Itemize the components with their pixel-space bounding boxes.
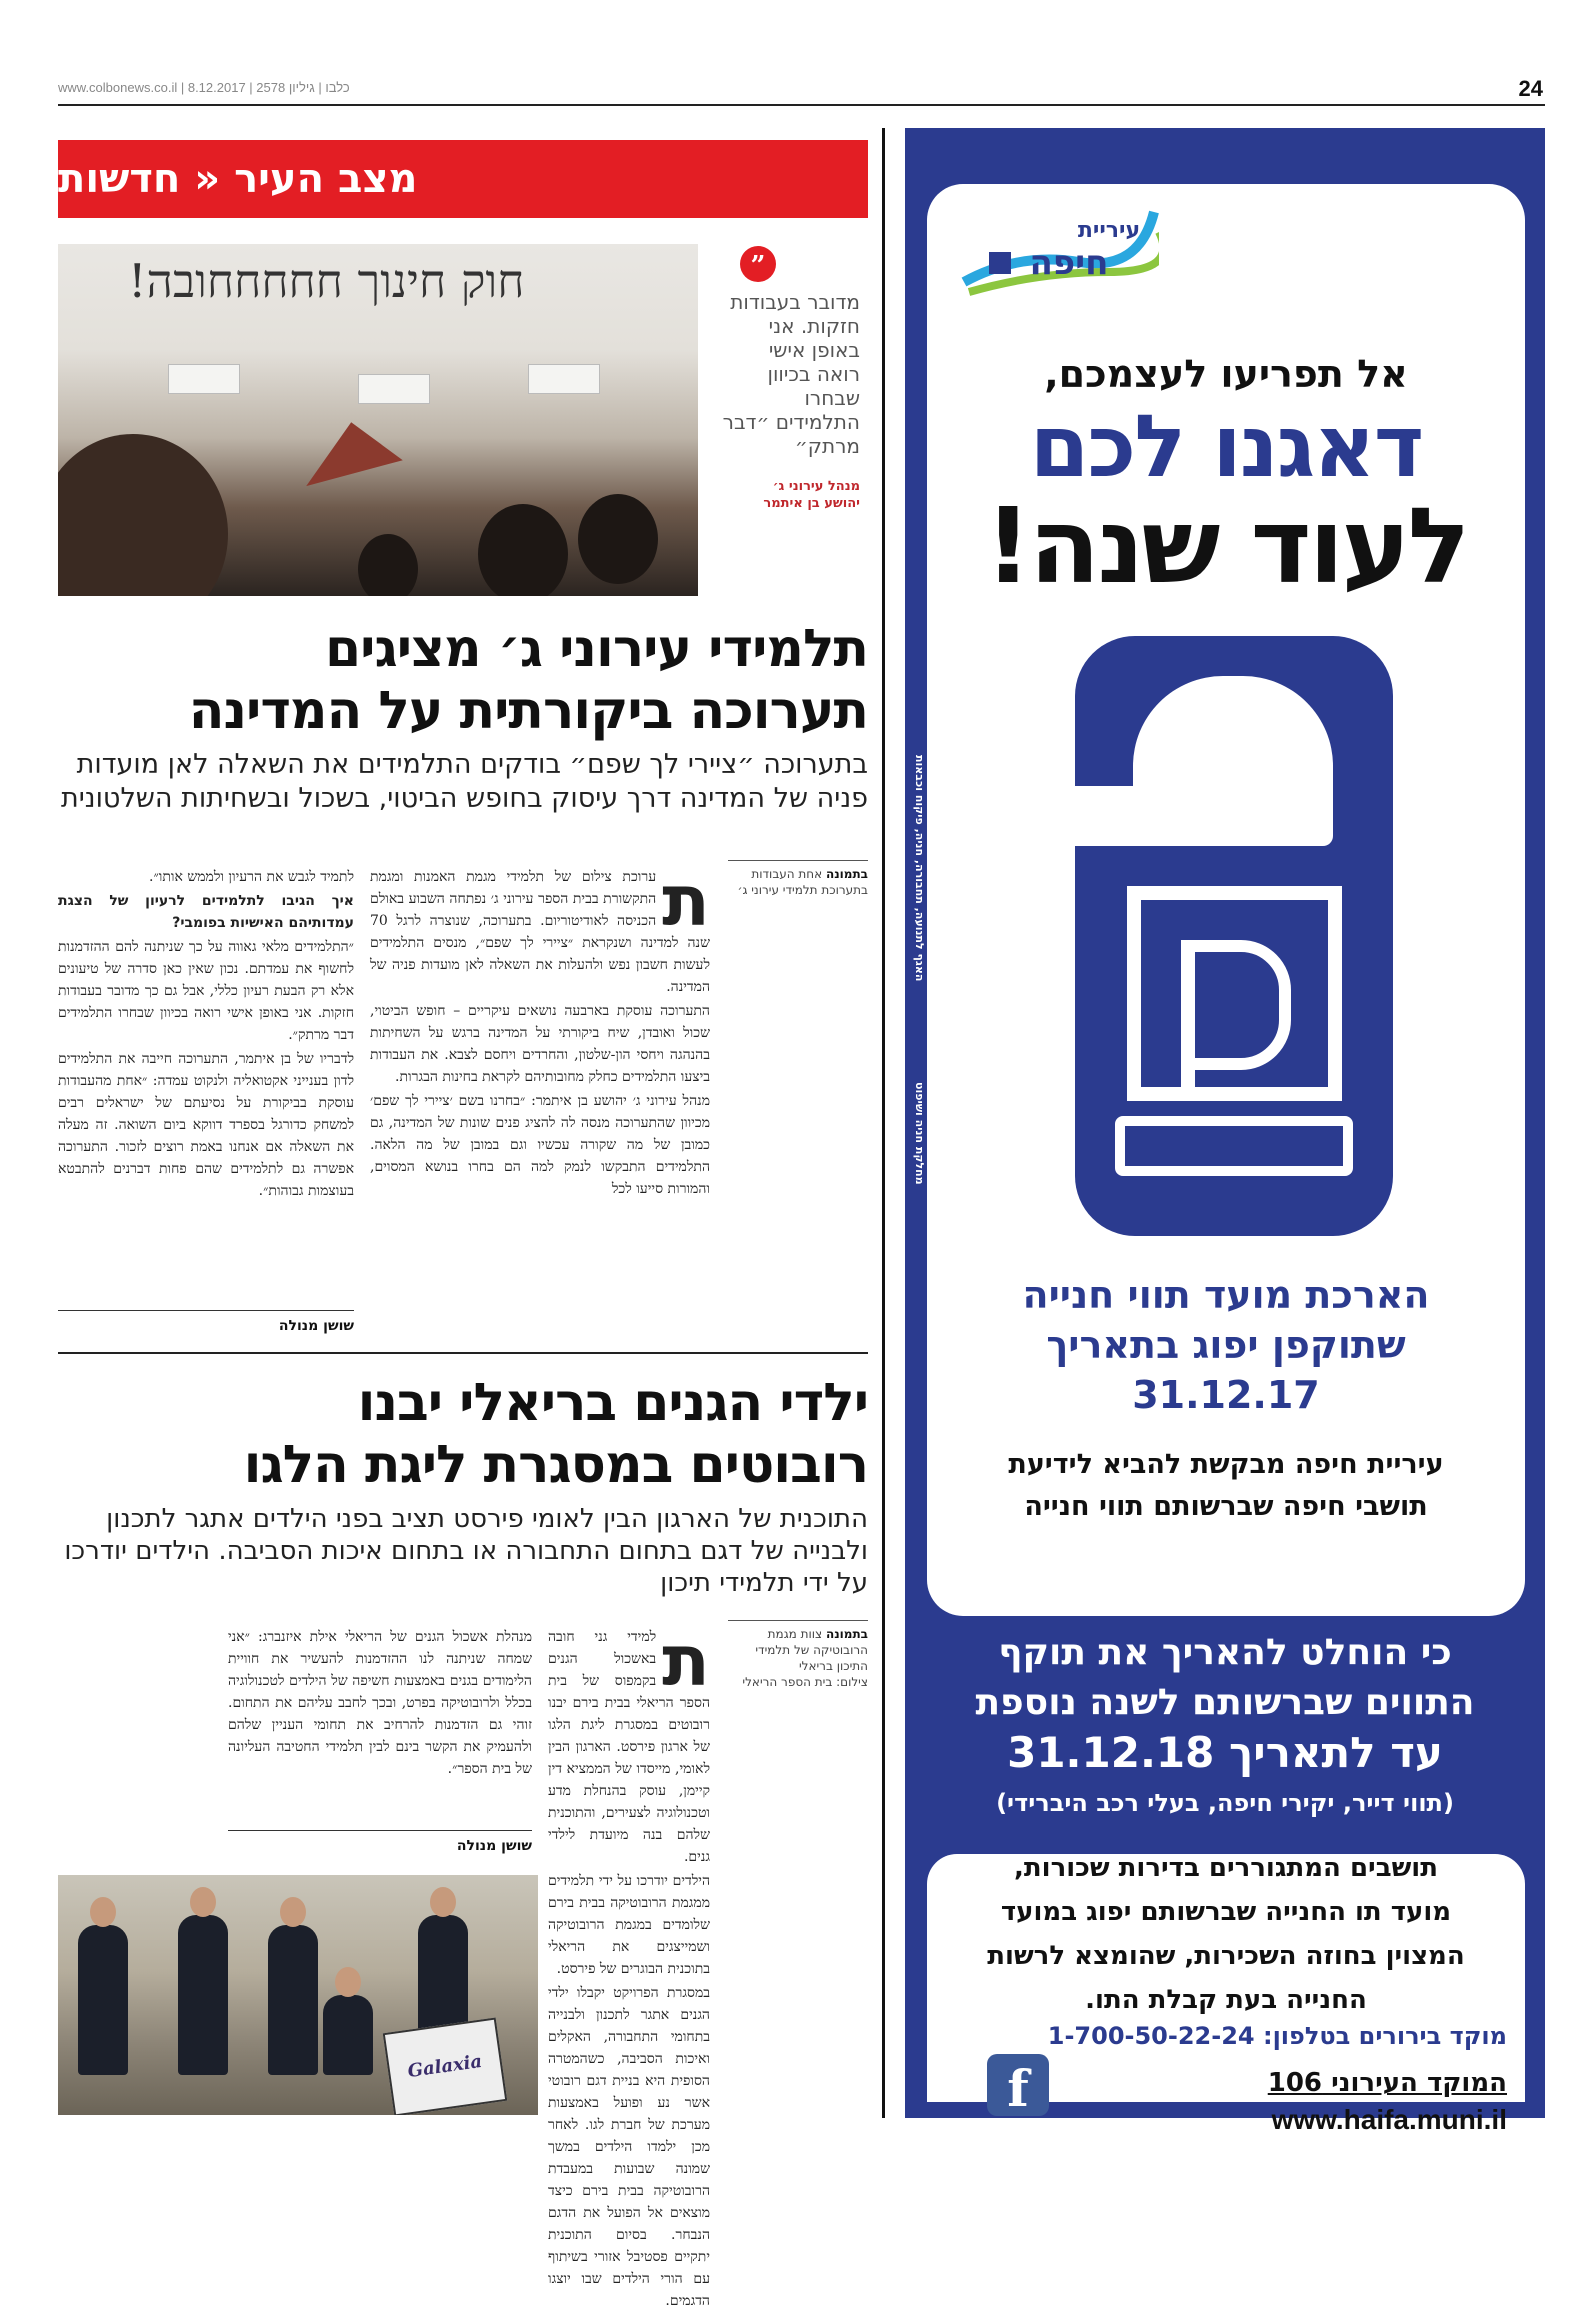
- ad-main-panel: [927, 184, 1525, 1616]
- headline-line: רובוטים במסגרת ליגת הלגו: [243, 1435, 868, 1495]
- haifa-parking-ad: [905, 128, 1545, 2135]
- site-url[interactable]: www.colbonews.co.il | כלבו | גיליון 2578 | 8.12.2017: [58, 80, 350, 95]
- p-bowl: [1181, 940, 1291, 1070]
- article1-headline: [58, 618, 868, 742]
- caption-label: בתמונה: [826, 1627, 868, 1641]
- pull-quote: מדובר בעבודות חזקות. אני באופן אישי רואה בכיוון שבחרו התלמידים ״דבר מרתק״: [722, 290, 860, 458]
- ad-side-text: האגף לתנועה, תחבורה, חניה, פיקוח וכבאות: [913, 754, 926, 982]
- student-face: [90, 1897, 116, 1927]
- paragraph: מנהלת אשכול הגנים של הריאלי אילת איזנברג: ״אני שמחה שניתנה לנו ההזדמנות להעשיר את חוויית הלימודים בגנים באמצעות חשיפה של הילדים לטכנולוגיה בכלל ולרובוטיקה בפרט, ובכך לחבב עליהם את התחום. זוהי גם הזדמנות להרחיב את תחומי העניין שלהם ולהעמיק את הקשר בינם לבין תלמידי החטיבה העליונה של בית הספר״.: [228, 1629, 532, 1777]
- byline-rule: [58, 1310, 354, 1311]
- ad-decision: [905, 1628, 1545, 1828]
- student-figure: [268, 1925, 318, 2075]
- paragraph: במסגרת הפרויקט יקבלו ילדי הגנים אתגר לתכנון ולבנייה בתחומי התחבורה, האקלים ואיכות הסביבה, כשהמטרה הסופית היא בניית דגם רובוטי אשר נע ופועל באמצעות מערכת של חברת לגו. לאחר מכן ילמדו הילדים במשך שמונה שבועות במעבדת הרובוטיקה בבית בירם כיצד מוצאים אל הפועל את הדגם הנבחר. בסיום התוכנית יתקיים פסטיבל אזורי בשיתוף עם הורי הילדים שבו יוצגו הדגמים.: [548, 1985, 710, 2309]
- facebook-icon[interactable]: f: [987, 2054, 1049, 2116]
- student-head: [578, 494, 658, 584]
- decision-line: כי הוחלט להאריך את תוקף: [998, 1632, 1452, 1673]
- tenants-line: החנייה בעת קבלת התו.: [1085, 1985, 1367, 2015]
- paragraph: הילדים יודרכו על ידי תלמידים ממגמת הרובוטיקה בבית בירם שלומדים במגמת הרובוטיקה ושמייצגים את הריאלי בתוכנית הבוגרים של פירסט.: [548, 1873, 710, 1977]
- decision-note: (תווי דייר, יקירי חיפה, בעלי רכב היברידי): [996, 1789, 1454, 1817]
- header-rule: [58, 104, 1545, 106]
- article1-photo-caption: [728, 866, 868, 898]
- paragraph: למידי גני חובה באשכול הגנים בקמפוס של בית הספר הריאלי בבית בירם יבנו רובוטים במסגרת ליגת הלגו של ארגון פירסט. הארגון הבין לאומי, מייסדו של הממציא דין קיימן, עוסק בהנחלת מדע וטכנולוגיה לצעירים, והתוכנית שלהם בנה מיועדת לילדי גנים.: [548, 1629, 710, 1865]
- caption-label: בתמונה: [826, 867, 868, 881]
- caption-rule: [728, 1620, 868, 1621]
- page-number: 24: [1518, 76, 1543, 101]
- article2-column-right: [548, 1620, 710, 2314]
- student-figure: [78, 1925, 128, 2075]
- article1-subheadline: בתערוכה ״ציירי לך שפם״ בודקים התלמידים את השאלה לאן מועדות פניה של המדינה דרך עיסוק בחופש הביטוי, בשכול ובשחיתות השלטונית: [60, 749, 868, 814]
- student-face: [335, 1967, 361, 1997]
- section-banner: מצב העיר « חדשות: [58, 140, 868, 218]
- parking-tag-icon: [1075, 636, 1393, 1236]
- student-face: [430, 1887, 456, 1917]
- student-head: [358, 534, 418, 596]
- robotics-team-photo: [58, 1875, 538, 2115]
- paper-plane: [293, 412, 403, 486]
- logo-text: חיפה: [1029, 243, 1109, 283]
- ad-notice: [927, 1444, 1525, 1528]
- student-face: [280, 1897, 306, 1927]
- photo-sign-text: חוק חינוך חחחחחובה!: [128, 254, 525, 308]
- student-face: [190, 1887, 216, 1917]
- extension-line: הארכת מועד תווי חנייה: [1022, 1273, 1430, 1317]
- tag-slit: [1075, 786, 1195, 846]
- article2-subheadline: התוכנית של הארגון הבין לאומי פירסט תציב בפני הילדים אתגר לתכנון ולבנייה של דגם בתחום התחבורה או בתחום איכות הסביבה. הילדים יודרכו על ידי תלמידי תיכון: [64, 1504, 868, 1598]
- caption-rule: [728, 860, 868, 861]
- ad-line2: דאגנו לכם: [1029, 397, 1423, 497]
- tenants-notice: [927, 1846, 1525, 2022]
- headline-line: ילדי הגנים בריאלי יבנו: [357, 1373, 868, 1433]
- dropcap: ת: [662, 860, 710, 942]
- city-hotline: המוקד העירוני 106: [1267, 2068, 1507, 2098]
- student-head: [58, 434, 228, 596]
- column-divider: [882, 128, 885, 2118]
- student-head: [478, 504, 568, 596]
- ad-side-text: מחלקת חניה ושיפוט: [913, 1081, 926, 1185]
- notice-line: עיריית חיפה מבקשת להביא לידיעת: [1008, 1449, 1444, 1480]
- paragraph: ערוכת צילום של תלמידי מגמת האמנות ומגמת התקשורת בבית הספר עירוני ג׳ נפתחה השבוע באולם הכניסה לאודיטוריום. בתערוכה, שנוצרה לרגל 70 שנה למדינה ושנקראת ״ציירי לך שפם״, מנסים התלמידים לעשות חשבון נפש ולהעלות את השאלה לאן מועדות פניה של המדינה.: [370, 869, 710, 995]
- interview-question: איך הגיבו לתלמידים לרעיון של הצגת עמדותיהם האישיות בפומבי?: [58, 893, 354, 931]
- notice-line: תושבי חיפה שברשותם תווי חנייה: [1024, 1491, 1428, 1522]
- inquiry-phone[interactable]: מוקד בירורים בטלפון: 1-700-50-22-24: [1047, 2022, 1507, 2050]
- caption-text: צוות מגמת הרובוטיקה של תלמידי התיכון בריאלי: [755, 1627, 868, 1673]
- article-divider: [58, 1352, 868, 1354]
- article1-byline: שושן מנולה: [278, 1318, 354, 1334]
- caption-text: אחת העבודות בתערוכת תלמידי עירוני ג׳: [737, 867, 868, 897]
- exhibition-photo: [58, 244, 698, 596]
- quote-icon: ”: [740, 246, 776, 282]
- ceiling-light: [168, 364, 240, 394]
- ceiling-light: [528, 364, 600, 394]
- paragraph: מנהל עירוני ג׳ יהושע בן איתמר: ״בחרנו בשם ׳ציירי לך שפם׳ מכיוון שהתערוכה מנסה לה להציג פנים שונות של המדינה, גם כמובן של מה שקורה עכשיו וגם במובן של מה הלאה. התלמידים התבקשו לנמק למה הם בחרו בנושא המסוים, והמורות סייעו לכל: [370, 1093, 710, 1197]
- ad-contact-panel: [927, 1853, 1525, 2135]
- tenants-line: מועד תו החנייה שברשותם יפוג במועד: [1000, 1897, 1452, 1927]
- parking-p-icon: [1127, 886, 1342, 1101]
- tag-label-box: [1115, 1116, 1353, 1176]
- headline-line: תלמידי עירוני ג׳ מציגים: [324, 619, 868, 679]
- paragraph: לתמיד לגבש את הרעיון ולממש אותו״.: [149, 869, 354, 885]
- article2-headline: [58, 1372, 868, 1496]
- issue-info: | כלבו | גיליון 2578 | 8.12.2017: [180, 80, 350, 95]
- quote-attribution: [720, 478, 860, 512]
- ad-extension-heading: [927, 1270, 1525, 1420]
- photo-credit: צילום: בית הספר הריאלי: [742, 1675, 868, 1689]
- dropcap: ת: [662, 1620, 710, 1702]
- paragraph: ״התלמידים מלאי גאווה על כך שניתנה להם ההזדמנות לחשוף את עמדתם. נכון שאין כאן סדרה של טיעונים אלא רק הבעת רעיון כללי, אבל גם כך מדובר בעבודות חזקות. אני באופן אישי רואה בכיוון שבחרו התלמידים דבר מרתק״.: [58, 939, 354, 1043]
- tenants-line: תושבים המתגוררים בדירות שכורות,: [1014, 1853, 1438, 1883]
- logo-text: עיריית: [1077, 218, 1141, 243]
- headline-line: תערוכה ביקורתית על המדינה: [188, 681, 868, 741]
- article2-byline: שושן מנולה: [456, 1838, 532, 1854]
- attribution-name: יהושע בן איתמר: [763, 496, 860, 511]
- haifa-logo-icon: [959, 192, 1159, 302]
- extension-line: שתוקפן יפוג בתאריך: [1046, 1323, 1406, 1367]
- decision-line: התווים שברשותם לשנה נוספת: [975, 1682, 1475, 1723]
- galaxia-sign: Galaxia: [383, 2017, 508, 2115]
- tenants-line: המצוין בחוזה השכירות, שהומצא לרשות: [987, 1941, 1465, 1971]
- paragraph: התערוכה עוסקת בארבעה נושאים עיקריים – חופש הביטוי, שכול ואובדן, שיח ביקורתי על המדינה ברגש על השחיתות בהנהגה ויחסי הון-שלטון, והחרדים ויחסם לצבא. את העבודות ביצעו התלמידים כחלק מחובותיהם לקראת בחינות הבגרות.: [370, 1003, 710, 1085]
- article2-photo-caption: [728, 1626, 868, 1690]
- ceiling-light: [358, 374, 430, 404]
- attribution-title: מנהל עירוני ג׳: [772, 479, 860, 494]
- ad-line3: לעוד שנה!: [984, 485, 1468, 607]
- decision-line: עד לתאריך 31.12.18: [1007, 1728, 1443, 1777]
- haifa-website-link[interactable]: www.haifa.muni.il: [1271, 2104, 1507, 2135]
- ad-line1: אל תפריעו לעצמכם,: [1044, 352, 1408, 396]
- extension-date: 31.12.17: [1132, 1373, 1320, 1417]
- paragraph: לדבריו של בן איתמר, התערוכה חייבה את התלמידים לדון בענייני אקטואליה ולנקוט עמדה: ״אחת מהעבודות עוסקת בביקורת על נסיעתם של ישראלים רבים למשחק כדורגל בספרד דווקא ביום השואה. זה מעלה את השאלה אם אנחנו באמת רוצים לזכור. התערוכה אפשרה גם לתלמידים שהם פחות דברנים להתבטא בעוצמות גבוהות״.: [58, 1051, 354, 1199]
- article2-column-left: [228, 1626, 532, 1782]
- student-figure: [323, 1995, 373, 2075]
- article1-column-left: [58, 866, 354, 1204]
- article1-column-right: [370, 860, 710, 1202]
- byline-rule: [228, 1830, 532, 1831]
- student-figure: [178, 1915, 228, 2075]
